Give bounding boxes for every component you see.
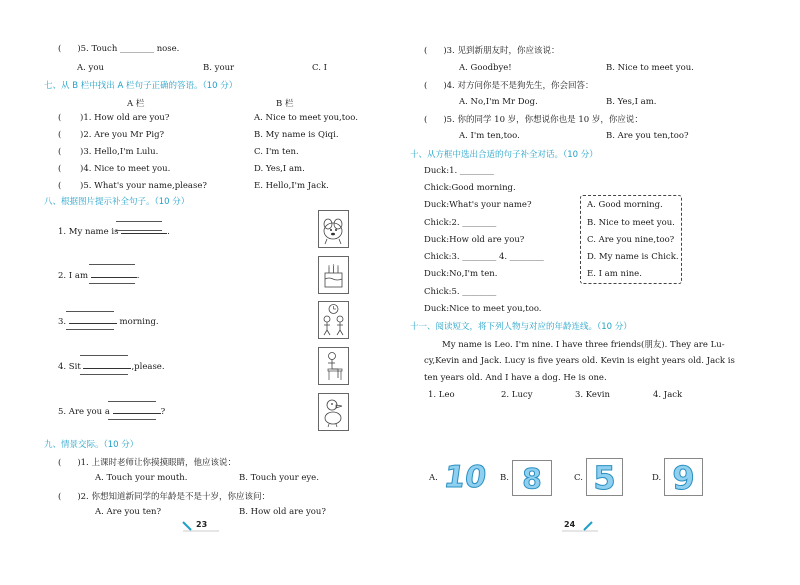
option-item: A. Good morning. (587, 200, 663, 210)
person-item[interactable]: 1. Leo (428, 390, 455, 400)
page-number-24: 24 (564, 520, 576, 529)
section-8-title: 八、根据图片提示补全句子。（10 分） (44, 197, 190, 207)
column-b-item: D. Yes,I am. (254, 164, 305, 174)
dialogue-line: Duck:No,I'm ten. (424, 269, 498, 279)
dialogue-line: Duck:Nice to meet you,too. (424, 304, 542, 314)
left-page-number (181, 519, 221, 533)
r-q5-option-a[interactable]: A. I'm ten,too. (459, 131, 520, 141)
choice-b-label: B. (500, 473, 509, 483)
q5-option-c[interactable]: C. I (312, 63, 327, 73)
r-q3-stem: ( )3. 见到新朋友时，你应该说： (424, 46, 560, 56)
answer-blank[interactable] (69, 316, 117, 324)
choice-d-label: D. (652, 473, 662, 483)
duck-picture (318, 393, 349, 431)
r-q3-option-a[interactable]: A. Goodbye! (459, 63, 512, 73)
s9-q1-option-a[interactable]: A. Touch your mouth. (95, 473, 188, 483)
column-b-item: C. I'm ten. (254, 147, 299, 157)
q5-option-b[interactable]: B. your (203, 63, 235, 73)
option-item: D. My name is Chick. (587, 252, 679, 262)
number-8-picture[interactable]: 8 (512, 460, 552, 496)
s8-item-3: 3. morning. (58, 317, 159, 327)
q5-stem: ( )5. Touch ________ nose. (58, 44, 180, 54)
s8-item-3-text: 3. (58, 317, 67, 327)
q5-option-a[interactable]: A. you (77, 63, 104, 73)
person-item[interactable]: 2. Lucy (501, 390, 533, 400)
dialogue-line: Chick:2. ________ (424, 218, 497, 228)
passage-line: ten years old. And I have a dog. He is one. (424, 373, 607, 383)
column-b-header: B 栏 (276, 99, 294, 109)
s8-item-1-text: 1. My name is (58, 227, 119, 237)
answer-paren[interactable]: ( (58, 181, 62, 191)
s8-item-5: 5. Are you a ? (58, 407, 166, 417)
column-a-item: )1. How old are you? (80, 113, 170, 123)
s8-item-5-text: 5. Are you a (58, 407, 110, 417)
s8-item-4: 4. Sit ,please. (58, 362, 165, 372)
s8-item-2: 2. I am . (58, 271, 140, 281)
answer-blank[interactable] (91, 270, 137, 278)
dialogue-line: Chick:Good morning. (424, 183, 516, 193)
s8-item-1: 1. My name is . (58, 227, 170, 237)
option-item: B. Nice to meet you. (587, 218, 675, 228)
answer-paren[interactable]: ( (58, 164, 62, 174)
column-b-item: E. Hello,I'm Jack. (254, 181, 329, 191)
column-a-item: )5. What's your name,please? (80, 181, 207, 191)
answer-paren[interactable]: ( (58, 130, 62, 140)
column-a-header: A 栏 (127, 99, 145, 109)
answer-paren[interactable]: ( (58, 113, 62, 123)
s9-q2-stem: ( )2. 你想知道新同学的年龄是不是十岁，你应该问： (58, 492, 270, 502)
column-a-item: )2. Are you Mr Pig? (80, 130, 165, 140)
person-item[interactable]: 4. Jack (653, 390, 683, 400)
answer-paren[interactable]: ( (58, 458, 62, 468)
sitting-child-picture (318, 347, 349, 385)
answer-paren[interactable]: ( (58, 147, 62, 157)
column-a-item: )3. Hello,I'm Lulu. (80, 147, 159, 157)
answer-blank[interactable] (83, 361, 131, 369)
section-10-title: 十、从方框中选出合适的句子补全对话。（10 分） (410, 150, 598, 160)
answer-paren[interactable]: ( (424, 115, 428, 125)
s9-q2-option-a[interactable]: A. Are you ten? (95, 507, 162, 517)
choice-a-label: A. (429, 473, 438, 483)
number-9-picture[interactable]: 9 (664, 458, 703, 496)
option-item: E. I am nine. (587, 269, 642, 279)
answer-paren[interactable]: ( (424, 46, 428, 56)
section-7-title: 七、从 B 栏中找出 A 栏句子正确的答语。（10 分） (44, 81, 238, 91)
dialogue-line: Chick:3. ________ 4. ________ (424, 252, 544, 262)
number-5-picture[interactable]: 5 (586, 458, 623, 496)
dialogue-line: Duck:1. ________ (424, 166, 494, 176)
s9-q1-stem: ( )1. 上课时老师让你摸摸眼睛，他应该说： (58, 458, 236, 468)
s9-q2-option-b[interactable]: B. How old are you? (239, 507, 326, 517)
clock-and-kids-picture (318, 301, 349, 339)
r-q3-option-b[interactable]: B. Nice to meet you. (606, 63, 694, 73)
section-11-title: 十一、阅读短文，将下列人物与对应的年龄连线。（10 分） (410, 322, 632, 332)
passage-line: My name is Leo. I'm nine. I have three friends(朋友). They are Lu- (442, 340, 725, 350)
dialogue-line: Duck:How old are you? (424, 235, 525, 245)
dialogue-line: Chick:5. ________ (424, 287, 497, 297)
passage-line: cy,Kevin and Jack. Lucy is five years old. Kevin is eight years old. Jack is (424, 356, 735, 366)
dialogue-line: Duck:What's your name? (424, 200, 532, 210)
section-9-title: 九、情景交际。（10 分） (44, 440, 139, 450)
r-q4-stem: ( )4. 对方问你是不是狗先生，你会回答： (424, 81, 594, 91)
column-a-item: )4. Nice to meet you. (80, 164, 171, 174)
r-q5-stem: ( )5. 你的同学 10 岁，你想说你也是 10 岁，你应说： (424, 115, 643, 125)
r-q5-option-b[interactable]: B. Are you ten,too? (606, 131, 689, 141)
answer-paren[interactable]: ( (58, 44, 62, 54)
choice-c-label: C. (574, 473, 583, 483)
column-b-item: A. Nice to meet you,too. (254, 113, 358, 123)
birthday-cake-picture (318, 256, 349, 294)
answer-blank[interactable] (113, 406, 161, 414)
page-number-23: 23 (196, 520, 208, 529)
answer-paren[interactable]: ( (58, 492, 62, 502)
r-q4-option-b[interactable]: B. Yes,I am. (606, 97, 657, 107)
number-10-picture[interactable]: 10 (441, 460, 489, 495)
s8-item-2-text: 2. I am (58, 271, 88, 281)
s9-q1-option-b[interactable]: B. Touch your eye. (239, 473, 319, 483)
column-b-item: B. My name is Qiqi. (254, 130, 339, 140)
right-page-number (560, 519, 600, 533)
dog-picture (318, 210, 349, 248)
person-item[interactable]: 3. Kevin (575, 390, 610, 400)
r-q4-option-a[interactable]: A. No,I'm Mr Dog. (459, 97, 538, 107)
answer-paren[interactable]: ( (424, 81, 428, 91)
option-item: C. Are you nine,too? (587, 235, 675, 245)
s8-item-4-text: 4. Sit (58, 362, 81, 372)
